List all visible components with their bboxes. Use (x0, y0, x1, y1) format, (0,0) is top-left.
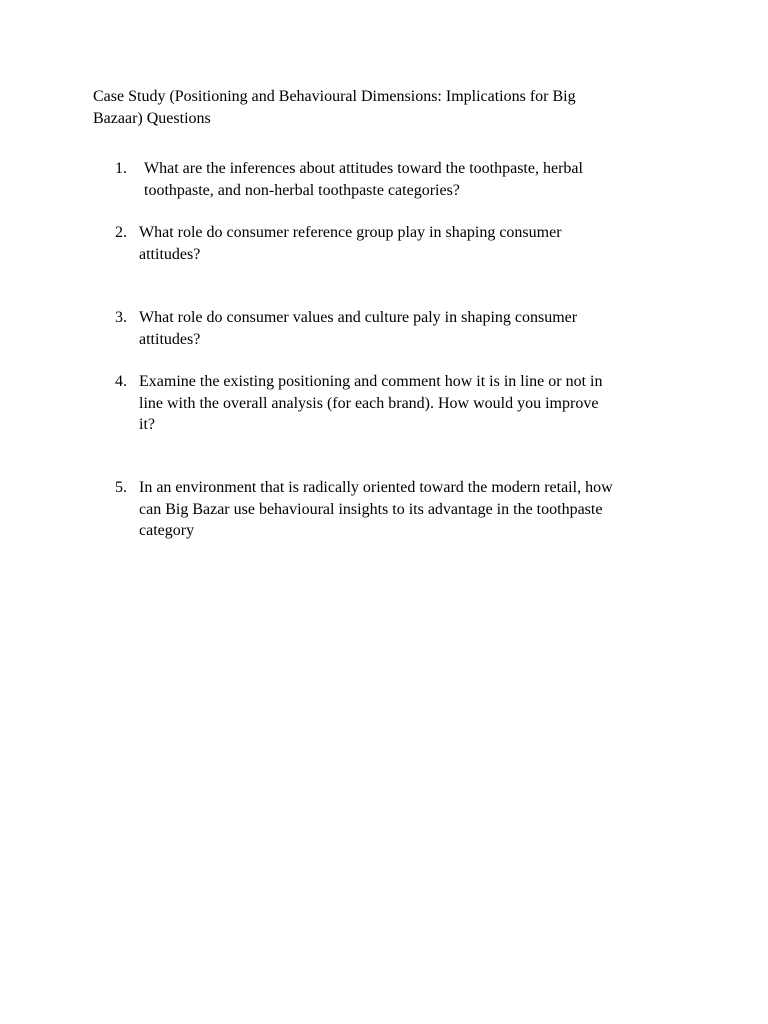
question-item-1 (115, 158, 715, 201)
question-line: it? (139, 416, 155, 433)
question-text (139, 307, 715, 350)
question-line: can Big Bazar use behavioural insights to its advantage in the toothpaste (139, 500, 603, 518)
question-text (139, 477, 715, 542)
question-item-3 (115, 307, 715, 350)
heading-line: Case Study (Positioning and Behavioural Dimensions: Implications for Big (93, 88, 576, 105)
question-item-5 (115, 477, 715, 542)
question-line: What role do consumer reference group play in shaping consumer (139, 224, 562, 241)
question-number: 5. (115, 479, 127, 496)
question-number: 3. (115, 309, 127, 326)
document-heading (93, 86, 693, 129)
question-line: In an environment that is radically oriented toward the modern retail, how (139, 479, 613, 496)
question-line: Examine the existing positioning and comment how it is in line or not in (139, 373, 603, 390)
question-line: attitudes? (139, 330, 201, 348)
question-number: 1. (115, 160, 127, 177)
question-line: What role do consumer values and culture paly in shaping consumer (139, 309, 578, 326)
question-line: attitudes? (139, 245, 201, 263)
question-text (139, 222, 715, 265)
question-line: category (139, 522, 195, 539)
question-item-4 (115, 371, 715, 436)
question-item-2 (115, 222, 715, 265)
question-text (139, 371, 715, 436)
heading-line: Bazaar) Questions (93, 109, 211, 127)
question-text (139, 158, 715, 201)
question-line: line with the overall analysis (for each brand). How would you improve (139, 394, 599, 412)
question-line: What are the inferences about attitudes toward the toothpaste, herbal (144, 160, 583, 177)
question-number: 4. (115, 373, 127, 390)
question-line: toothpaste, and non-herbal toothpaste categories? (144, 181, 460, 199)
question-number: 2. (115, 224, 127, 241)
